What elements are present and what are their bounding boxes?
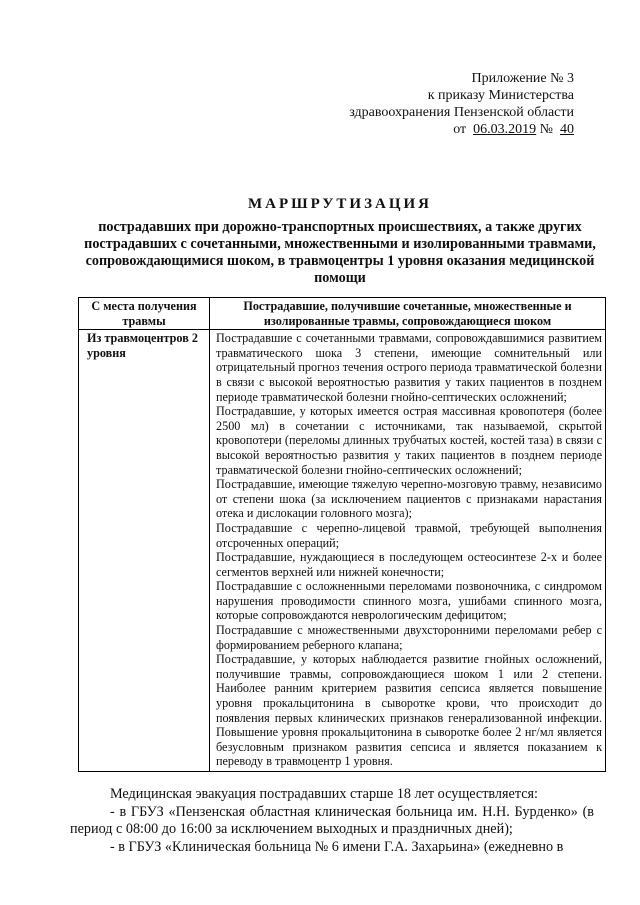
evacuation-intro: Медицинская эвакуация пострадавших старше 18 лет осуществляется: [110, 786, 538, 802]
criteria-item: Пострадавшие, имеющие тяжелую черепно-мозговую травму, независимо от степени шока (за исключением пациентов с признаками нарастания отека и дислокации головного мозга); [216, 477, 602, 521]
criteria-item: Пострадавшие, у которых имеется острая массивная кровопотеря (более 2500 мл) в сочетании с источниками, так называемой, скрытой кровопотери (переломы длинных трубчатых костей, костей таза) в связи с высокой вероятностью развития у таких пациентов в позднем периоде травматической болезни гнойно-септических осложнений; [216, 404, 602, 477]
appendix-line-1: Приложение № 3 [471, 71, 574, 86]
document-title: МАРШРУТИЗАЦИЯ [247, 196, 432, 212]
appendix-line-3: здравоохранения Пензенской области [349, 105, 574, 120]
document-subtitle: пострадавших при дорожно-транспортных происшествиях, а также других пострадавших с сочетанными, множественными и изолированными травмами, сопровождающимися шоком, в травмоцентры 1 уровня оказания медицинской помощи [84, 219, 596, 286]
date-prefix: от [453, 122, 467, 137]
criteria-item: Пострадавшие с множественными двухсторонними переломами ребер с формированием реберного клапана; [216, 623, 602, 652]
criteria-item: Пострадавшие, у которых наблюдается развитие гнойных осложнений, получившие травмы, сопровождающиеся шоком 1 или 2 степени. Наиболее ранним критерием развития сепсиса является повышение уровня прокальцитонина в сыворотке крови, что происходит до появления первых клинических признаков генерализованной инфекции. Повышение уровня прокальцитонина в сыворотке более 2 нг/мл является безусловным признаком развития сепсиса и является показанием к переводу в травмоцентр 1 уровня. [216, 652, 602, 769]
header-injury-origin: С места получения травмы [79, 298, 210, 330]
row-criteria [210, 330, 606, 772]
number-prefix: № [539, 122, 553, 137]
table-header-row [79, 298, 606, 330]
order-number: 40 [560, 122, 574, 137]
routing-table [78, 297, 606, 772]
appendix-date-line [78, 121, 574, 138]
criteria-item: Пострадавшие с осложненными переломами позвоночника, с синдромом нарушения проводимости спинного мозга, ушибами спинного мозга, которые сопровождаются неврологическим дефицитом; [216, 579, 602, 623]
row-origin: Из травмоцентров 2 уровня [79, 330, 210, 772]
evacuation-item-1: - в ГБУЗ «Пензенская областная клиническая больница им. Н.Н. Бурденко» (в период с 08:00 до 16:00 за исключением выходных и праздничных дней); [70, 803, 594, 837]
appendix-line-2: к приказу Министерства [427, 88, 574, 103]
order-date: 06.03.2019 [473, 122, 537, 137]
criteria-item: Пострадавшие с черепно-лицевой травмой, требующей выполнения отсроченных операций; [216, 520, 602, 550]
table-row [79, 330, 606, 772]
evacuation-item-2: - в ГБУЗ «Клиническая больница № 6 имени Г.А. Захарьина» (ежедневно в [110, 838, 564, 855]
header-victims: Пострадавшие, получившие сочетанные, множественные и изолированные травмы, сопровождающиеся шоком [210, 298, 606, 330]
appendix-header [78, 70, 602, 138]
criteria-item: Пострадавшие с сочетанными травмами, сопровождавшимися развитием травматического шока 3 степени, имеющие сомнительный или отрицательный прогноз течения острого периода травматической болезни в связи с высокой вероятностью развития у таких пациентов в позднем периоде травматической болезни гнойно-септических осложнений; [216, 331, 602, 404]
criteria-item: Пострадавшие, нуждающиеся в последующем остеосинтезе 2-х и более сегментов верхней или нижней конечности; [216, 550, 602, 579]
evacuation-text [70, 786, 594, 856]
